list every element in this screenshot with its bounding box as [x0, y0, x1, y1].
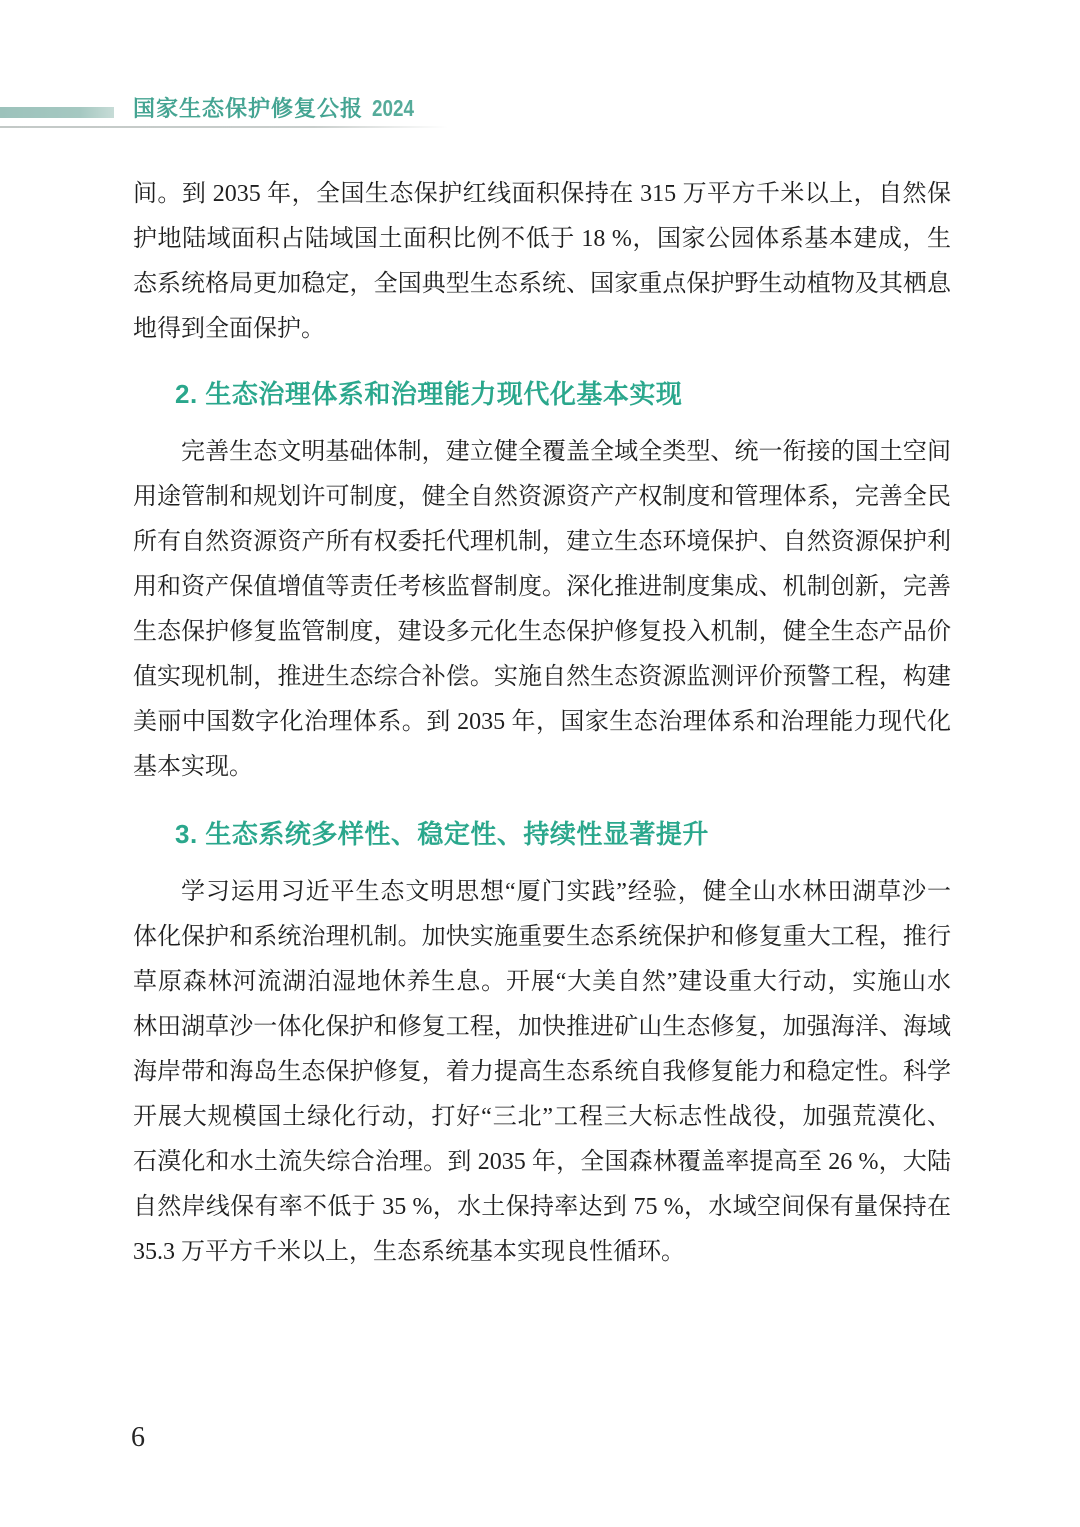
page-number: 6	[131, 1422, 145, 1453]
text-line: 基本实现。	[133, 754, 253, 780]
text-line: 所有自然资源资产所有权委托代理机制，建立生态环境保护、自然资源保护利	[133, 529, 951, 555]
text-line: 间。到 2035 年，全国生态保护红线面积保持在 315 万平方千米以上，自然保	[133, 181, 951, 207]
text-line: 35.3 万平方千米以上，生态系统基本实现良性循环。	[133, 1239, 685, 1265]
header-divider	[0, 126, 448, 128]
text-line: 草原森林河流湖泊湿地休养生息。开展“大美自然”建设重大行动，实施山水	[133, 969, 951, 995]
text-line: 自然岸线保有率不低于 35 %，水土保持率达到 75 %，水域空间保有量保持在	[133, 1194, 951, 1220]
text-line: 态系统格局更加稳定，全国典型生态系统、国家重点保护野生动植物及其栖息	[133, 271, 951, 297]
paragraph-3	[133, 870, 951, 1275]
header-accent-bar	[0, 107, 114, 118]
section-heading-3: 3. 生态系统多样性、稳定性、持续性显著提升	[175, 819, 709, 849]
text-line: 林田湖草沙一体化保护和修复工程，加快推进矿山生态修复，加强海洋、海域	[133, 1014, 951, 1040]
text-line: 值实现机制，推进生态综合补偿。实施自然生态资源监测评价预警工程，构建	[133, 664, 951, 690]
document-header	[133, 94, 423, 124]
text-line: 美丽中国数字化治理体系。到 2035 年，国家生态治理体系和治理能力现代化	[133, 709, 951, 735]
text-line: 石漠化和水土流失综合治理。到 2035 年，全国森林覆盖率提高至 26 %，大陆	[133, 1149, 951, 1175]
paragraph-2	[133, 430, 951, 790]
text-line: 地得到全面保护。	[133, 316, 325, 342]
text-line: 护地陆域面积占陆域国土面积比例不低于 18 %，国家公园体系基本建成，生	[133, 226, 951, 252]
document-header-title: 国家生态保护修复公报	[133, 96, 364, 121]
text-line: 用和资产保值增值等责任考核监督制度。深化推进制度集成、机制创新，完善	[133, 574, 951, 600]
document-header-year: 2024	[372, 95, 414, 121]
text-line: 海岸带和海岛生态保护修复，着力提高生态系统自我修复能力和稳定性。科学	[133, 1059, 951, 1085]
text-line: 用途管制和规划许可制度，健全自然资源资产产权制度和管理体系，完善全民	[133, 484, 951, 510]
page-content	[133, 172, 951, 1275]
section-heading-2: 2. 生态治理体系和治理能力现代化基本实现	[175, 379, 683, 409]
paragraph-1	[133, 172, 951, 352]
text-line: 完善生态文明基础体制，建立健全覆盖全域全类型、统一衔接的国土空间	[181, 439, 951, 465]
text-line: 开展大规模国土绿化行动，打好“三北”工程三大标志性战役，加强荒漠化、	[133, 1104, 951, 1130]
text-line: 体化保护和系统治理机制。加快实施重要生态系统保护和修复重大工程，推行	[133, 924, 951, 950]
text-line: 生态保护修复监管制度，建设多元化生态保护修复投入机制，健全生态产品价	[133, 619, 951, 645]
text-line: 学习运用习近平生态文明思想“厦门实践”经验，健全山水林田湖草沙一	[181, 879, 951, 905]
